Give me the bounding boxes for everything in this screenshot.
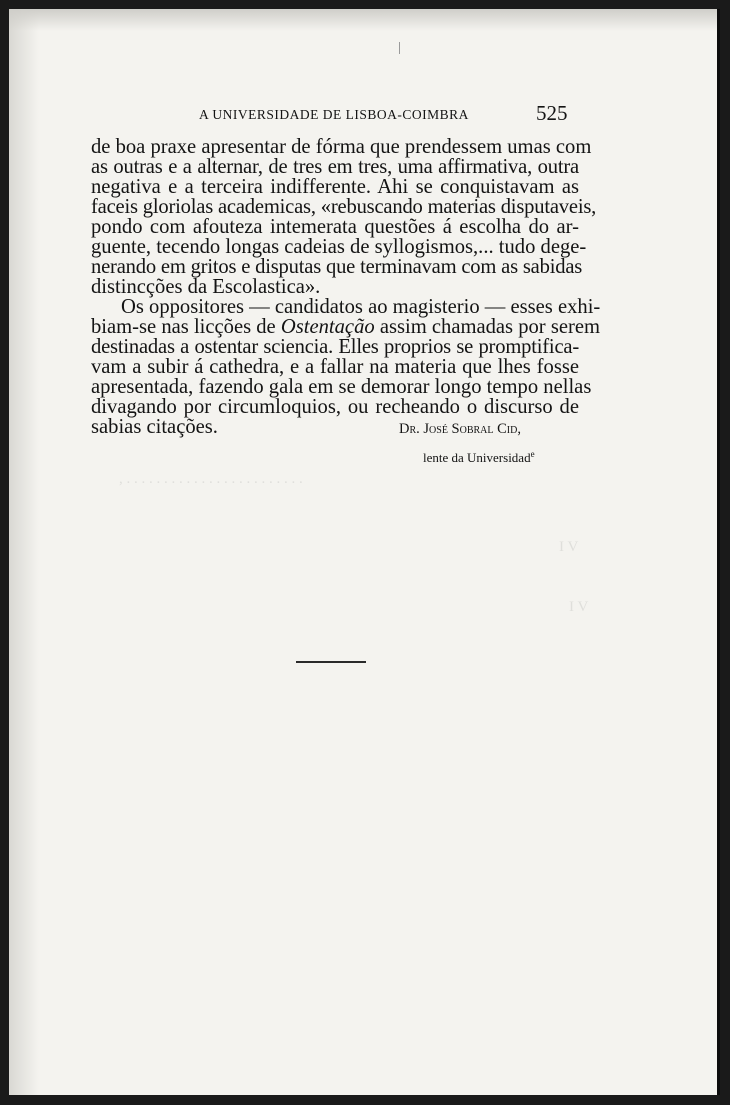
text-line: sabias citações.	[91, 416, 218, 438]
author-affiliation	[423, 449, 535, 466]
text-line: divagando por circumloquios, ou recheando o discurso de	[91, 396, 579, 418]
text-fragment: biam-se nas licções de	[91, 316, 281, 338]
text-line: nerando em gritos e disputas que terminavam com as sabidas	[91, 256, 583, 278]
text-fragment: assim chamadas por serem	[374, 316, 600, 338]
bleed-through-text: , . . . . . . . . . . . . . . . . . . . . . . . .	[119, 471, 303, 487]
text-line: destinadas a ostentar sciencia. Elles proprios se promptifica-	[91, 336, 579, 358]
author-signature: Dr. José Sobral Cid,	[399, 421, 521, 437]
affiliation-text: lente da Universidad	[423, 450, 531, 465]
text-line	[91, 316, 600, 338]
running-header	[9, 101, 717, 131]
text-line: pondo com afouteza intemerata questões á escolha do ar-	[91, 216, 579, 238]
running-title: A UNIVERSIDADE DE LISBOA-COIMBRA	[199, 107, 469, 122]
bleed-through-text: I V	[569, 599, 589, 615]
printer-mark	[399, 42, 400, 54]
text-line: as outras e a alternar, de tres em tres, uma affirmativa, outra	[91, 156, 579, 178]
emphasis-ostentacao: Ostentação	[280, 316, 375, 338]
page-number: 525	[536, 101, 568, 125]
affiliation-superscript: e	[530, 449, 535, 459]
document-page	[9, 9, 720, 1095]
text-line: vam a subir á cathedra, e a fallar na materia que lhes fosse	[91, 356, 579, 378]
paragraph-1	[91, 136, 597, 298]
text-line: Os oppositores — candidatos ao magisterio — esses exhi-	[121, 296, 601, 318]
text-line: distincções da Escolastica».	[91, 276, 321, 298]
text-line: apresentada, fazendo gala em se demorar longo tempo nellas	[91, 376, 592, 398]
section-rule	[296, 661, 366, 663]
paragraph-2	[91, 296, 601, 438]
text-line: de boa praxe apresentar de fórma que prendessem umas com	[91, 136, 592, 158]
bleed-through-text: I V	[559, 539, 579, 555]
text-line: negativa e a terceira indifferente. Ahi se conquistavam as	[91, 176, 579, 198]
text-line: guente, tecendo longas cadeias de syllogismos,... tudo dege-	[91, 236, 587, 258]
text-line: faceis gloriolas academicas, «rebuscando materias disputaveis,	[91, 196, 597, 218]
body-text	[91, 136, 601, 438]
